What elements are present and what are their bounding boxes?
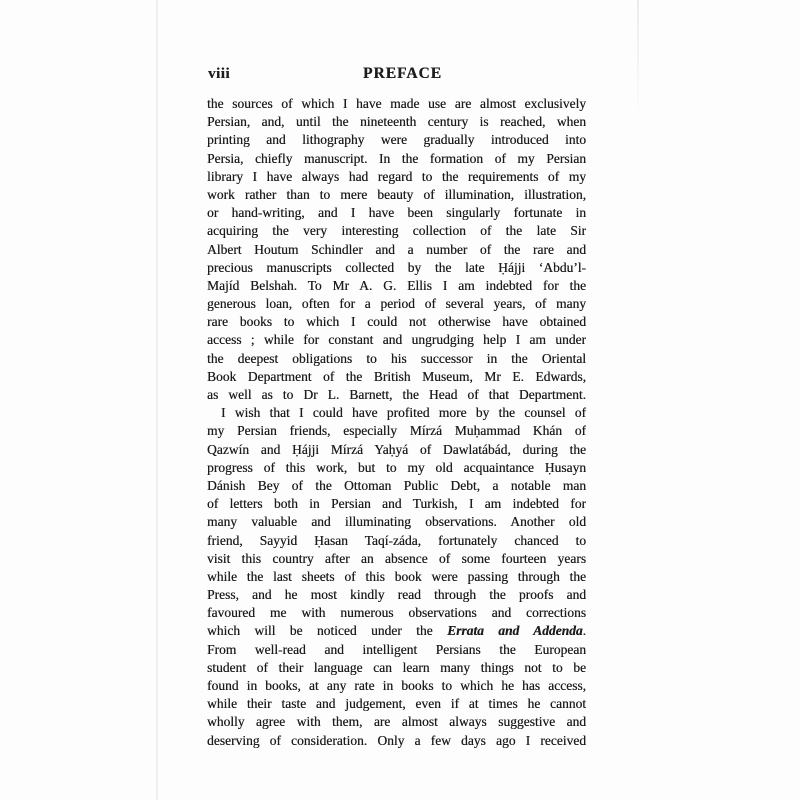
text-segment: Press, and he most kindly read through the proofs and (207, 587, 586, 603)
text-line (207, 222, 586, 240)
text-line (207, 113, 586, 131)
text-segment: acquiring the very interesting collection of the late Sir (207, 223, 586, 239)
page-number: viii (208, 66, 231, 82)
text-line (207, 477, 586, 495)
text-segment: or hand-writing, and I have been singularly fortunate in (207, 205, 586, 221)
text-line (207, 713, 586, 731)
italic-phrase: Errata and Addenda (447, 623, 583, 639)
text-line (207, 441, 586, 459)
text-segment: printing and lithography were gradually introduced into (207, 132, 586, 148)
text-segment: student of their language can learn many things not to be (207, 659, 586, 675)
text-segment: visit this country after an absence of some fourteen years (207, 550, 586, 566)
text-line (207, 168, 586, 186)
text-line (207, 277, 586, 295)
text-line (207, 459, 586, 477)
text-line (207, 659, 586, 677)
page-body (207, 95, 586, 750)
text-segment: wholly agree with them, are almost always suggestive and (207, 714, 586, 730)
text-segment: From well-read and intelligent Persians the European (207, 641, 586, 657)
text-segment: Qazwín and Ḥájji Mírzá Yaḥyá of Dawlatábád, during the (207, 441, 586, 457)
text-segment: Persia, chiefly manuscript. In the formation of my Persian (207, 150, 586, 166)
text-segment: deserving of consideration. Only a few days ago I received (207, 732, 586, 748)
text-line (207, 186, 586, 204)
text-segment: while the last sheets of this book were passing through the (207, 568, 586, 584)
text-segment: progress of this work, but to my old acquaintance Ḥusayn (207, 459, 586, 475)
text-line (207, 550, 586, 568)
text-segment: the deepest obligations to his successor in the Oriental (207, 350, 586, 366)
text-line (207, 368, 586, 386)
text-line (207, 568, 586, 586)
text-segment: access ; while for constant and ungrudging help I am under (207, 332, 586, 348)
text-line (207, 513, 586, 531)
text-line (207, 404, 586, 422)
text-segment: Majíd Belshah. To Mr A. G. Ellis I am indebted for the (207, 277, 586, 293)
text-line (207, 532, 586, 550)
text-segment: precious manuscripts collected by the late Ḥájji ‘Abdu’l- (207, 259, 586, 275)
text-segment: I wish that I could have profited more by the counsel of (221, 405, 586, 421)
text-line (207, 295, 586, 313)
text-line (207, 677, 586, 695)
text-segment: of letters both in Persian and Turkish, I am indebted for (207, 496, 586, 512)
text-line (207, 331, 586, 349)
text-line (207, 732, 586, 750)
text-line (207, 150, 586, 168)
page-title: PREFACE (362, 65, 443, 82)
text-segment: Dánish Bey of the Ottoman Public Debt, a notable man (207, 477, 586, 493)
text-segment: Albert Houtum Schindler and a number of the rare and (207, 241, 586, 257)
text-line (207, 641, 586, 659)
text-segment: rare books to which I could not otherwise have obtained (207, 314, 586, 330)
text-line (207, 131, 586, 149)
text-segment: the sources of which I have made use are almost exclusively (207, 96, 586, 111)
text-line (207, 259, 586, 277)
text-line (207, 95, 586, 113)
text-segment: my Persian friends, especially Mírzá Muḥammad Khán of (207, 423, 586, 439)
text-line (207, 604, 586, 622)
text-segment: . (582, 623, 586, 639)
page-text-block (207, 64, 586, 748)
text-line (207, 313, 586, 331)
text-segment: while their taste and judgement, even if at times he cannot (207, 696, 586, 712)
text-segment: Persian, and, until the nineteenth century is reached, when (207, 114, 586, 130)
text-segment: as well as to Dr L. Barnett, the Head of that Department. (207, 387, 586, 402)
text-segment: found in books, at any rate in books to which he has access, (207, 678, 586, 693)
text-segment: Book Department of the British Museum, Mr E. Edwards, (207, 368, 586, 384)
text-line (207, 422, 586, 440)
text-segment: generous loan, often for a period of several years, of many (207, 296, 586, 312)
text-segment: many valuable and illuminating observations. Another old (207, 514, 586, 530)
text-line (207, 495, 586, 513)
text-line (207, 695, 586, 713)
running-header (207, 64, 586, 86)
text-line (207, 350, 586, 368)
text-segment: work rather than to mere beauty of illumination, illustration, (207, 186, 586, 202)
text-line (207, 241, 586, 259)
scan-edge-line-top-right (637, 0, 639, 120)
text-line (207, 586, 586, 604)
text-segment: library I have always had regard to the requirements of my (207, 168, 586, 184)
text-line (207, 622, 586, 640)
text-segment: favoured me with numerous observations and corrections (207, 605, 586, 621)
text-segment: which will be noticed under the (207, 623, 448, 639)
text-line (207, 386, 586, 404)
text-segment: friend, Sayyid Ḥasan Taqí-záda, fortunately chanced to (207, 532, 586, 548)
scan-edge-line-left (156, 0, 158, 800)
text-line (207, 204, 586, 222)
